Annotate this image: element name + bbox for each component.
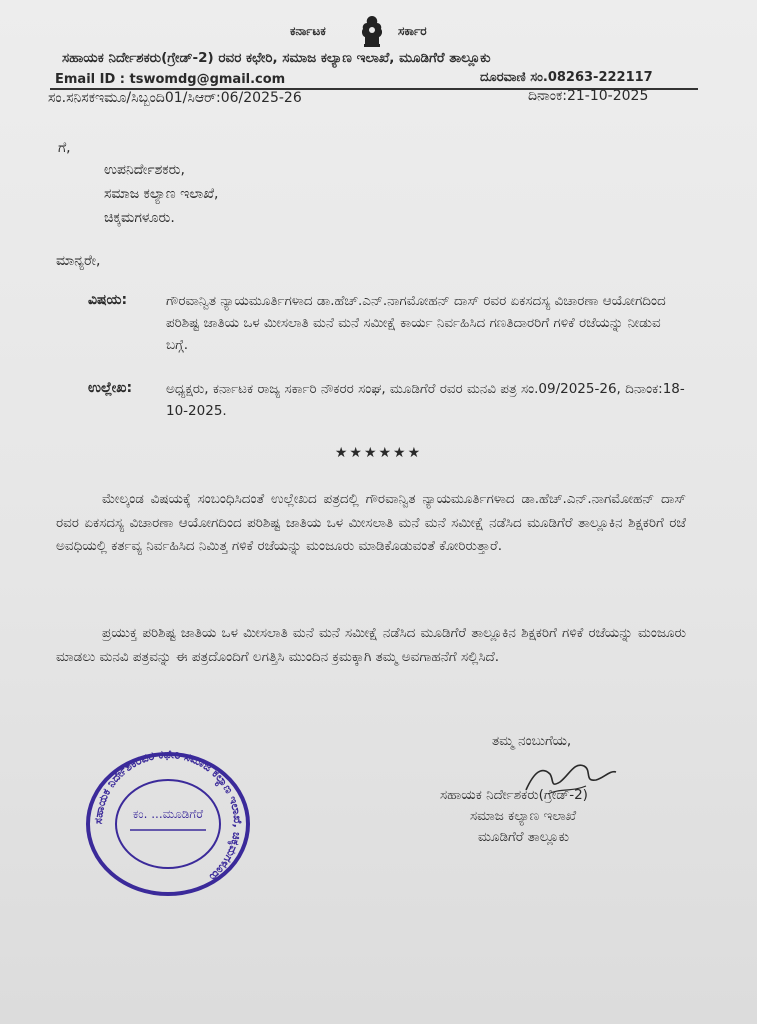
seal-inner-text: ಕಂ. ...ಮೂಡಿಗೆರೆ	[132, 807, 204, 821]
letter-date: ದಿನಾಂಕ:21-10-2025	[528, 88, 649, 104]
body-paragraph-2: ಪ್ರಯುಕ್ತ ಪರಿಶಿಷ್ಟ ಜಾತಿಯ ಒಳ ಮೀಸಲಾತಿ ಮನೆ ಮನೆ ಸಮೀಕ್ಷೆ ನಡೆಸಿದ ಮೂಡಿಗೆರೆ ತಾಲ್ಲೂಕಿನ ಶಿಕ್ಷಕರಿಗೆ ಗಳಿಕೆ ರಜೆಯನ್ನು ಮಂಜೂರು ಮಾಡಲು ಮನವಿ ಪತ್ರವನ್ನು ಈ ಪತ್ರದೊಂದಿಗೆ ಲಗತ್ತಿಸಿ ಮುಂದಿನ ಕ್ರಮಕ್ಕಾಗಿ ತಮ್ಮ ಅವಗಾಹನೆಗೆ ಸಲ್ಲಿಸಿದೆ.	[56, 625, 686, 665]
closing-yours: ತಮ್ಮ ನಂಬುಗೆಯ,	[492, 733, 572, 749]
reference-number: ಸಂ.ಸನಿಸಕಇಮೂ/ಸಿಬ್ಬಂದಿ01/ಸಿಆರ್:06/2025-26	[48, 90, 302, 106]
seal-outer-text: ಸಹಾಯಕ ನಿರ್ದೇಶಕರವರ ಕಛೇರಿ ಸಮಾಜ ಕಲ್ಯಾಣ ಇಲಾಖೆ, ಚಿಕ್ಕಮಗಳೂರು	[91, 748, 245, 884]
email-line: Email ID : tswomdg@gmail.com	[55, 72, 286, 87]
emblem-right-label: ಸರ್ಕಾರ	[398, 24, 427, 38]
signatory-designation: ಸಹಾಯಕ ನಿರ್ದೇಶಕರು(ಗ್ರೇಡ್-2)	[440, 787, 588, 803]
recipient-line-3: ಚಿಕ್ಕಮಗಳೂರು.	[104, 210, 175, 226]
reference-label: ಉಲ್ಲೇಖ:	[88, 380, 133, 396]
recipient-line-1: ಉಪನಿರ್ದೇಶಕರು,	[104, 162, 185, 178]
reference-text: ಅಧ್ಯಕ್ಷರು, ಕರ್ನಾಟಕ ರಾಜ್ಯ ಸರ್ಕಾರಿ ನೌಕರರ ಸಂಘ, ಮೂಡಿಗೆರೆ ರವರ ಮನವಿ ಪತ್ರ ಸಂ.09/2025-26, ದಿನಾಂಕ:18-10-2025.	[166, 381, 685, 419]
recipient-line-2: ಸಮಾಜ ಕಲ್ಯಾಣ ಇಲಾಖೆ,	[104, 186, 219, 202]
to-label: ಗೆ,	[58, 140, 71, 156]
signatory-place: ಮೂಡಿಗೆರೆ ತಾಲ್ಲೂಕು	[478, 829, 570, 845]
separator-stars: ★★★★★★	[334, 445, 423, 461]
salutation: ಮಾನ್ಯರೇ,	[56, 253, 101, 269]
emblem-left-label: ಕರ್ನಾಟಕ	[290, 24, 326, 38]
phone-line: ದೂರವಾಣಿ ಸಂ.08263-222117	[480, 70, 653, 85]
state-emblem-icon	[356, 14, 388, 48]
office-title: ಸಹಾಯಕ ನಿರ್ದೇಶಕರು(ಗ್ರೇಡ್-2) ರವರ ಕಛೇರಿ, ಸಮಾಜ ಕಲ್ಯಾಣ ಇಲಾಖೆ, ಮೂಡಿಗೆರೆ ತಾಲ್ಲೂಕು	[62, 50, 491, 66]
office-seal-stamp	[82, 748, 254, 898]
subject-label: ವಿಷಯ:	[88, 292, 128, 308]
signatory-department: ಸಮಾಜ ಕಲ್ಯಾಣ ಇಲಾಖೆ	[470, 808, 577, 824]
body-paragraph-1: ಮೇಲ್ಕಂಡ ವಿಷಯಕ್ಕೆ ಸಂಬಂಧಿಸಿದಂತೆ ಉಲ್ಲೇಖದ ಪತ್ರದಲ್ಲಿ ಗೌರವಾನ್ವಿತ ನ್ಯಾಯಮೂರ್ತಿಗಳಾದ ಡಾ.ಹೆಚ್.ಎನ್.ನಾಗಮೋಹನ್ ದಾಸ್ ರವರ ಏಕಸದಸ್ಯ ವಿಚಾರಣಾ ಆಯೋಗದಿಂದ ಪರಿಶಿಷ್ಟ ಜಾತಿಯ ಒಳ ಮೀಸಲಾತಿ ಮನೆ ಮನೆ ಸಮೀಕ್ಷೆ ನಡೆಸಿದ ಮೂಡಿಗೆರೆ ತಾಲ್ಲೂಕಿನ ಶಿಕ್ಷಕರಿಗೆ ರಜೆ ಅವಧಿಯಲ್ಲಿ ಕರ್ತವ್ಯ ನಿರ್ವಹಿಸಿದ ನಿಮಿತ್ತ ಗಳಿಕೆ ರಜೆಯನ್ನು ಮಂಜೂರು ಮಾಡಿಕೊಡುವಂತೆ ಕೋರಿರುತ್ತಾರೆ.	[56, 491, 686, 554]
subject-text: ಗೌರವಾನ್ವಿತ ನ್ಯಾಯಮೂರ್ತಿಗಳಾದ ಡಾ.ಹೆಚ್.ಎನ್.ನಾಗಮೋಹನ್ ದಾಸ್ ರವರ ಏಕಸದಸ್ಯ ವಿಚಾರಣಾ ಆಯೋಗದಿಂದ ಪರಿಶಿಷ್ಟ ಜಾತಿಯ ಒಳ ಮೀಸಲಾತಿ ಮನೆ ಮನೆ ಸಮೀಕ್ಷೆ ಕಾರ್ಯ ನಿರ್ವಹಿಸಿದ ಗಣತಿದಾರರಿಗೆ ಗಳಿಕೆ ರಜೆಯನ್ನು ನೀಡುವ ಬಗ್ಗೆ.	[166, 293, 666, 353]
